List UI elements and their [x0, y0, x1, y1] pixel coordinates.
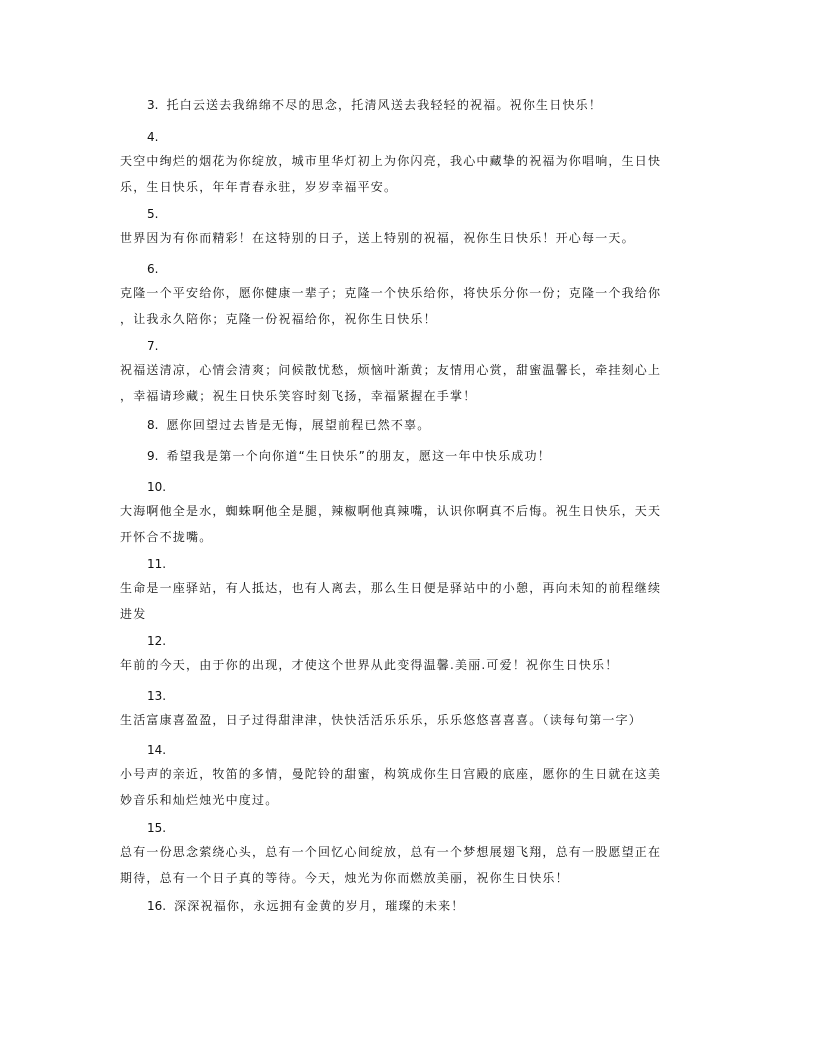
- item-number: 7.: [147, 339, 159, 353]
- item-number: 8.: [147, 418, 159, 432]
- item-number: 5.: [147, 207, 159, 221]
- text-line: 世界因为有你而精彩！在这特别的日子，送上特别的祝福，祝你生日快乐！开心每一天。: [120, 231, 635, 245]
- item-body: 深深祝福你，永远拥有金黄的岁月，璀璨的未来！: [174, 899, 465, 913]
- text-line: 总有一份思念萦绕心头，总有一个回忆心间绽放，总有一个梦想展翅飞翔，总有一股愿望正在: [120, 845, 662, 859]
- item-body: [120, 225, 635, 251]
- item-body: [120, 280, 661, 332]
- item-number: 14.: [147, 743, 167, 757]
- text-line: 妙音乐和灿烂烛光中度过。: [120, 793, 279, 807]
- text-line: 乐，生日快乐，年年青春永驻，岁岁幸福平安。: [120, 180, 398, 194]
- text-line: 克隆一个平安给你，愿你健康一辈子；克隆一个快乐给你，将快乐分你一份；克隆一个我给你: [120, 286, 662, 300]
- item-number: 11.: [147, 557, 167, 571]
- item-number: 13.: [147, 689, 167, 703]
- list-item-text: [147, 97, 602, 113]
- text-line: 大海啊他全是水，蜘蛛啊他全是腿，辣椒啊他真辣嘴，认识你啊真不后悔。祝生日快乐，天天: [120, 504, 662, 518]
- item-body: [120, 498, 661, 550]
- item-body: [120, 148, 661, 200]
- text-line: 期待，总有一个日子真的等待。今天，烛光为你而燃放美丽，祝你生日快乐！: [120, 871, 569, 885]
- text-line: 年前的今天，由于你的出现，才使这个世界从此变得温馨.美丽.可爱！祝你生日快乐！: [120, 658, 619, 672]
- item-body: [120, 707, 642, 733]
- text-line: 天空中绚烂的烟花为你绽放，城市里华灯初上为你闪亮，我心中藏挚的祝福为你唱响，生日快: [120, 154, 662, 168]
- list-item-text: [147, 417, 430, 433]
- item-number: 10.: [147, 480, 167, 494]
- item-body: [120, 761, 661, 813]
- text-line: 进发: [120, 607, 147, 621]
- text-line: ，让我永久陪你；克隆一份祝福给你，祝你生日快乐！: [120, 312, 437, 326]
- text-line: 祝福送清凉，心情会清爽；问候散忧愁，烦恼叶渐黄；友情用心赏，甜蜜温馨长，牵挂刻心上: [120, 363, 662, 377]
- list-item-text: [147, 448, 551, 464]
- item-number: 12.: [147, 634, 167, 648]
- text-line: 生命是一座驿站，有人抵达，也有人离去，那么生日便是驿站中的小憩，再向未知的前程继续: [120, 581, 662, 595]
- item-body: 愿你回望过去皆是无悔，展望前程已然不辜。: [166, 418, 431, 432]
- item-body: [120, 652, 618, 678]
- text-line: 生活富康喜盈盈，日子过得甜津津，快快活活乐乐乐，乐乐悠悠喜喜喜。（读每句第一字）: [120, 713, 643, 727]
- text-line: 小号声的亲近，牧笛的多情，曼陀铃的甜蜜，构筑成你生日宫殿的底座，愿你的生日就在这美: [120, 767, 662, 781]
- text-line: 开怀合不拢嘴。: [120, 530, 213, 544]
- item-body: [120, 357, 661, 409]
- item-number: 4.: [147, 130, 159, 144]
- item-number: 9.: [147, 449, 159, 463]
- item-number: 6.: [147, 262, 159, 276]
- item-body: [120, 839, 661, 891]
- text-line: ，幸福请珍藏；祝生日快乐笑容时刻飞扬，幸福紧握在手掌！: [120, 389, 477, 403]
- list-item-text: [147, 898, 465, 914]
- item-number: 3.: [147, 98, 159, 112]
- item-body: [120, 575, 661, 627]
- item-body: 托白云送去我绵绵不尽的思念，托清风送去我轻轻的祝福。祝你生日快乐！: [166, 98, 603, 112]
- item-number: 15.: [147, 821, 167, 835]
- item-body: 希望我是第一个向你道“生日快乐”的朋友，愿这一年中快乐成功！: [166, 449, 551, 463]
- item-number: 16.: [147, 899, 167, 913]
